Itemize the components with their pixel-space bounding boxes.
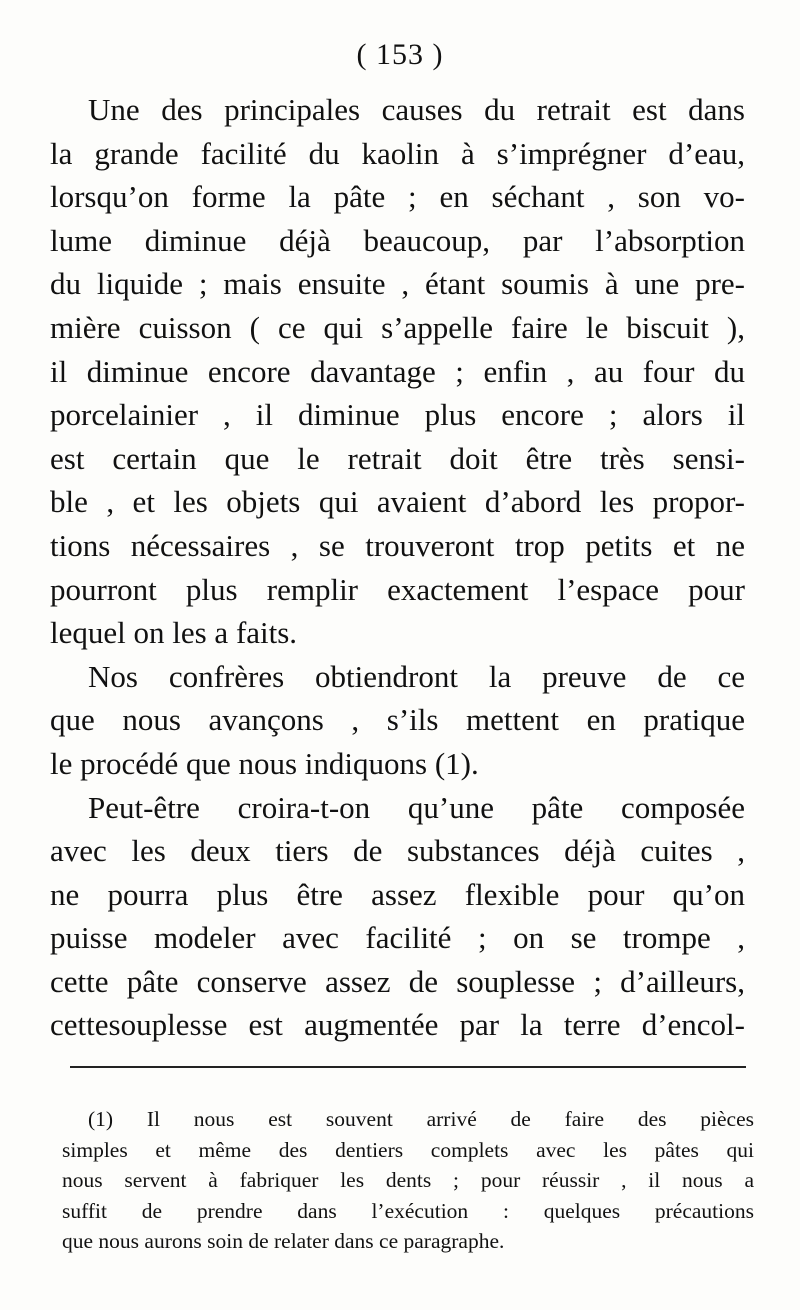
text-line: puisse modeler avec facilité ; on se trompe , bbox=[50, 920, 745, 956]
text-line: tions nécessaires , se trouveront trop petits et ne bbox=[50, 527, 745, 563]
text-line: cettesouplesse est augmentée par la terre d’encol- bbox=[50, 1007, 745, 1043]
footnote-line: suffit de prendre dans l’exécution : quelques précautions bbox=[62, 1198, 754, 1223]
footnote-line: (1) Il nous est souvent arrivé de faire des pièces bbox=[88, 1107, 754, 1131]
text-line: Nos confrères obtiendront la preuve de ce bbox=[88, 658, 745, 694]
text-line: la grande facilité du kaolin à s’imprégner d’eau, bbox=[50, 135, 745, 171]
text-line: que nous avançons , s’ils mettent en pratique bbox=[50, 702, 745, 738]
text-line: cette pâte conserve assez de souplesse ; d’ailleurs, bbox=[50, 963, 745, 999]
text-line: ne pourra plus être assez flexible pour qu’on bbox=[50, 876, 745, 912]
text-line: pourront plus remplir exactement l’espace pour bbox=[50, 571, 745, 607]
text-line: ble , et les objets qui avaient d’abord les propor- bbox=[50, 484, 745, 520]
text-line: avec les deux tiers de substances déjà cuites , bbox=[50, 833, 745, 869]
text-line: mière cuisson ( ce qui s’appelle faire le biscuit ), bbox=[50, 309, 745, 345]
text-line: est certain que le retrait doit être très sensi- bbox=[50, 440, 745, 476]
footnote-line: simples et même des dentiers complets avec les pâtes qui bbox=[62, 1137, 754, 1162]
paragraph bbox=[50, 786, 745, 1048]
text-line: il diminue encore davantage ; enfin , au four du bbox=[50, 353, 745, 389]
text-line: porcelainier , il diminue plus encore ; alors il bbox=[50, 397, 745, 433]
text-line: du liquide ; mais ensuite , étant soumis à une pre- bbox=[50, 266, 745, 302]
paragraph bbox=[50, 88, 745, 655]
page-number: ( 153 ) bbox=[356, 38, 444, 71]
text-line: lorsqu’on forme la pâte ; en séchant , son vo- bbox=[50, 179, 745, 215]
footnote-line: nous servent à fabriquer les dents ; pour réussir , il nous a bbox=[62, 1168, 754, 1193]
footnote-divider bbox=[70, 1066, 746, 1068]
footnote bbox=[62, 1104, 754, 1257]
text-line: lequel on les a faits. bbox=[50, 615, 298, 651]
main-text bbox=[50, 88, 745, 1047]
text-line: Peut-être croira-t-on qu’une pâte composée bbox=[88, 789, 745, 825]
text-line: lume diminue déjà beaucoup, par l’absorption bbox=[50, 222, 745, 258]
footnote-line: que nous aurons soin de relater dans ce paragraphe. bbox=[62, 1229, 505, 1254]
paragraph bbox=[50, 655, 745, 786]
text-line: le procédé que nous indiquons (1). bbox=[50, 745, 479, 781]
text-line: Une des principales causes du retrait est dans bbox=[88, 92, 745, 127]
